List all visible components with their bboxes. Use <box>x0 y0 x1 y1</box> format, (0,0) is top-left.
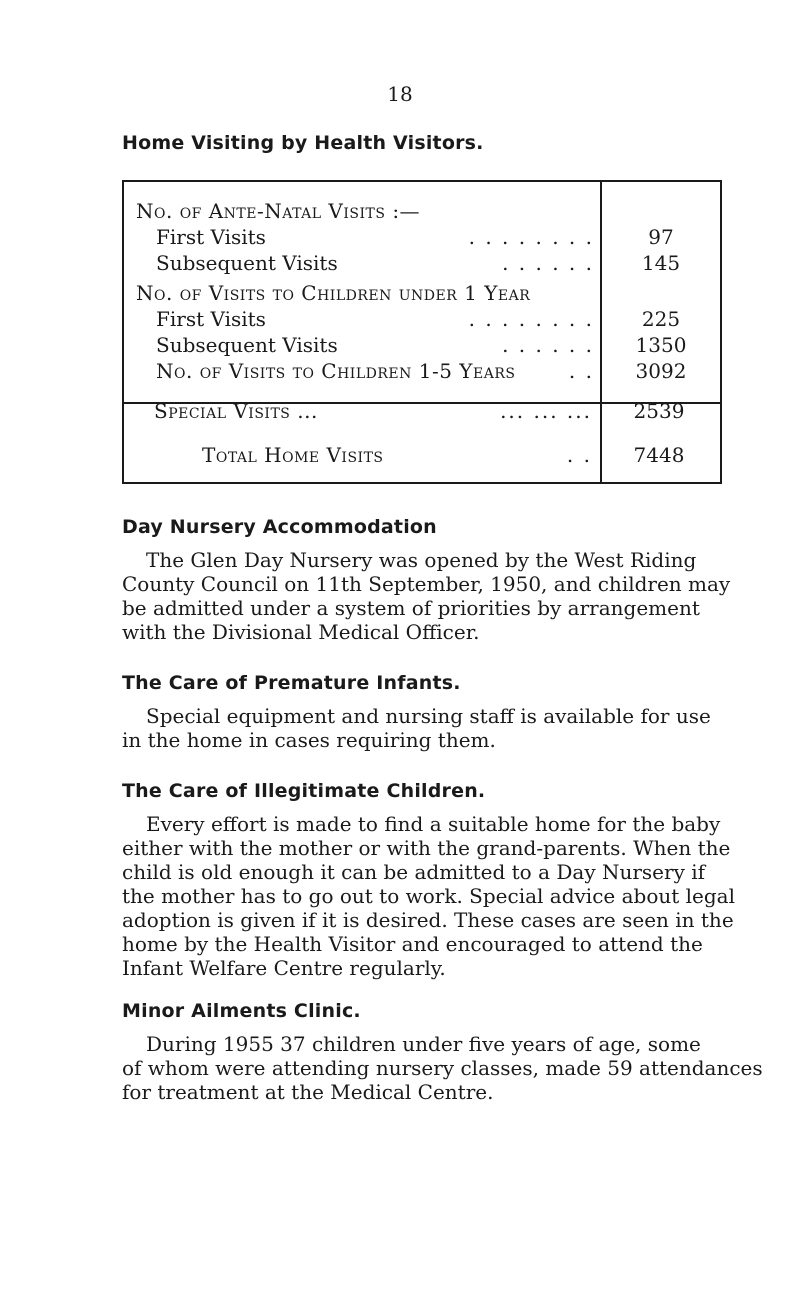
text-line: the mother has to go out to work. Special advice about legal <box>122 884 735 908</box>
text-line: adoption is given if it is desired. These cases are seen in the <box>122 908 734 932</box>
table-row <box>124 306 720 332</box>
text-line: During 1955 37 children under five years of age, some <box>146 1032 701 1056</box>
row-leader: . . . . . . . . <box>468 307 594 331</box>
text-line: child is old enough it can be admitted to a Day Nursery if <box>122 860 706 884</box>
home-visits-table <box>122 180 722 484</box>
row-label: Special Visits ... <box>154 399 318 423</box>
table-row-ante-natal-header <box>124 198 720 224</box>
section-heading-day-nursery: Day Nursery Accommodation <box>122 516 437 538</box>
total-value: 7448 <box>633 443 685 467</box>
row-leader: . . . . . . . . <box>468 225 594 249</box>
text-line: Special equipment and nursing staff is available for use <box>146 704 711 728</box>
table-row-total <box>122 442 718 468</box>
text-line: Infant Welfare Centre regularly. <box>122 956 446 980</box>
row-value: 145 <box>641 251 681 275</box>
text-line: The Glen Day Nursery was opened by the West Riding <box>146 548 697 572</box>
row-leader: . . <box>568 359 594 383</box>
row-label: No. of Visits to Children 1-5 Years <box>156 359 516 383</box>
row-leader: ... ... ... <box>500 399 592 423</box>
row-value: 225 <box>641 307 681 331</box>
row-label: Subsequent Visits <box>156 333 338 357</box>
row-leader: . . <box>566 443 592 467</box>
page-number: 18 <box>387 82 413 106</box>
row-label: First Visits <box>156 225 266 249</box>
row-leader: . . . . . . <box>502 333 594 357</box>
text-line: for treatment at the Medical Centre. <box>122 1080 494 1104</box>
text-line: County Council on 11th September, 1950, and children may <box>122 572 731 596</box>
table-row-under1-header <box>124 280 720 306</box>
page-title: Home Visiting by Health Visitors. <box>122 132 484 154</box>
row-value: 1350 <box>635 333 687 357</box>
table-row <box>124 332 720 358</box>
row-value: 97 <box>648 225 674 249</box>
text-line: Every effort is made to find a suitable home for the baby <box>146 812 721 836</box>
table-row <box>124 224 720 250</box>
text-line: either with the mother or with the grand-parents. When the <box>122 836 731 860</box>
paragraph-premature <box>122 704 728 752</box>
paragraph-minor-ailments <box>122 1032 763 1104</box>
table-row <box>124 250 720 276</box>
total-label: Total Home Visits <box>202 443 384 467</box>
section-heading-minor-ailments: Minor Ailments Clinic. <box>122 1000 361 1022</box>
text-line: be admitted under a system of priorities by arrangement <box>122 596 700 620</box>
text-line: with the Divisional Medical Officer. <box>122 620 480 644</box>
table-row <box>124 358 720 384</box>
text-line: home by the Health Visitor and encouraged to attend the <box>122 932 703 956</box>
paragraph-illegitimate <box>122 812 735 980</box>
under-one-year-header: No. of Visits to Children under 1 Year <box>136 281 531 305</box>
text-line: in the home in cases requiring them. <box>122 728 496 752</box>
row-label: Subsequent Visits <box>156 251 338 275</box>
text-line: of whom were attending nursery classes, made 59 attendances <box>122 1056 763 1080</box>
row-label: First Visits <box>156 307 266 331</box>
ante-natal-header: No. of Ante-Natal Visits :— <box>136 199 421 223</box>
paragraph-day-nursery <box>122 548 731 644</box>
table-row-special <box>122 398 718 424</box>
row-value: 3092 <box>635 359 687 383</box>
section-heading-premature: The Care of Premature Infants. <box>122 672 461 694</box>
section-heading-illegitimate: The Care of Illegitimate Children. <box>122 780 486 802</box>
row-leader: . . . . . . <box>502 251 594 275</box>
row-value: 2539 <box>633 399 685 423</box>
